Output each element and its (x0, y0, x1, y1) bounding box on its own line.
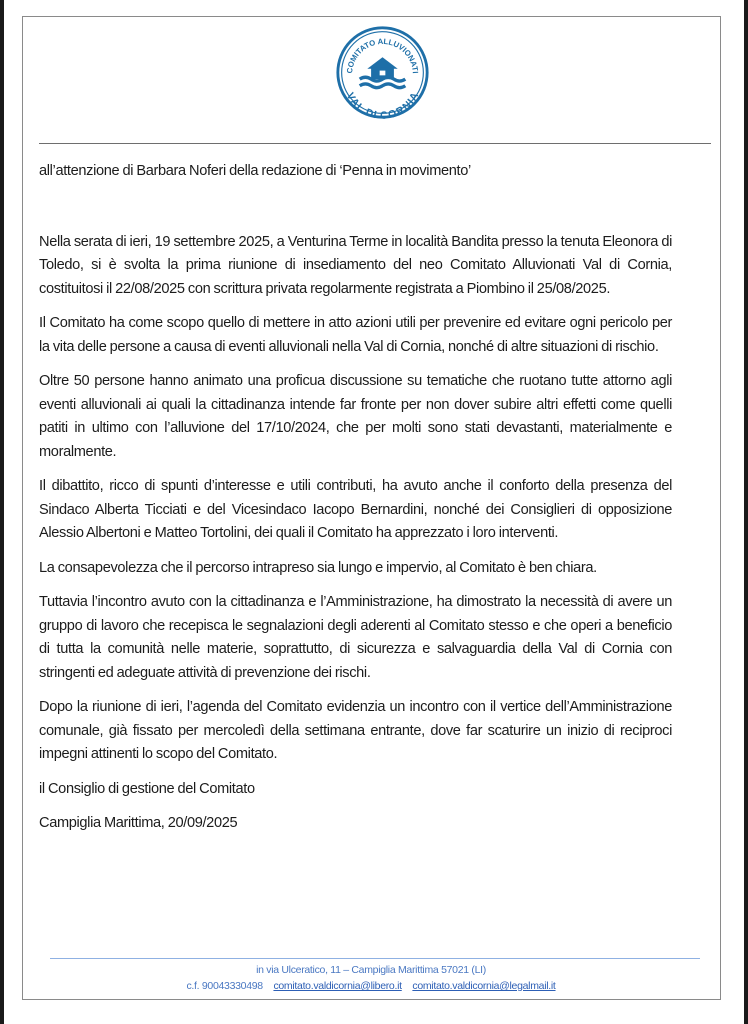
footer (40, 962, 702, 994)
email-link-libero[interactable]: comitato.valdicornia@libero.it (273, 980, 402, 992)
attention-line: all’attenzione di Barbara Noferi della redazione di ‘Penna in movimento’ (39, 163, 471, 179)
flooded-house-logo-icon (335, 25, 430, 120)
signature: il Consiglio di gestione del Comitato (39, 780, 255, 797)
paragraph: Oltre 50 persone hanno animato una proficua discussione su tematiche che ruotano tutte attorno agli eventi alluvionali ai quali la cittadinanza intende far fronte per non dover subire altri effetti come quelli patiti in ultimo con l’alluvione del 17/10/2024, che per molti sono stati devastanti, materialmente e moralmente. (39, 373, 672, 460)
svg-text:COMITATO ALLUVIONATI: COMITATO ALLUVIONATI (345, 36, 420, 74)
paragraph: Tuttavia l’incontro avuto con la cittadinanza e l’Amministrazione, ha dimostrato la necessità di avere un gruppo di lavoro che recepisca le segnalazioni degli aderenti al Comitato stesso e che operi a beneficio di tutta la comunità nelle materie, soprattutto, di sicurezza e salvaguardia della Val di Cornia con stringenti ed adeguate attività di prevenzione dei rischi. (39, 594, 672, 681)
header-divider (39, 143, 711, 144)
svg-text:VAL DI CORNIA: VAL DI CORNIA (343, 91, 422, 120)
footer-contacts (40, 978, 702, 994)
tax-code: c.f. 90043330498 (186, 980, 263, 992)
paragraph: Il Comitato ha come scopo quello di mettere in atto azioni utili per prevenire ed evitare ogni pericolo per la vita delle persone a causa di eventi alluvionali nella Val di Cornia, nonché di altre situazioni di rischio. (39, 315, 672, 355)
paragraph: Nella serata di ieri, 19 settembre 2025, a Venturina Terme in località Bandita presso la tenuta Eleonora di Toledo, si è svolta la prima riunione di insediamento del neo Comitato Alluvionati Val di Cornia, costituitosi il 22/08/2025 con scrittura privata regolarmente registrata a Piombino il 25/08/2025. (39, 233, 672, 297)
screen-edge-left (0, 0, 4, 1024)
footer-divider (50, 958, 700, 959)
place-date: Campiglia Marittima, 20/09/2025 (39, 815, 238, 831)
paragraph: La consapevolezza che il percorso intrapreso sia lungo e impervio, al Comitato è ben chiara. (39, 559, 597, 576)
email-link-legalmail[interactable]: comitato.valdicornia@legalmail.it (412, 980, 556, 992)
paragraph: Dopo la riunione di ieri, l’agenda del Comitato evidenzia un incontro con il vertice dell’Amministrazione comunale, già fissato per mercoledì della settimana entrante, dove far scaturire un inizio di reciproci impegni attinenti lo scopo del Comitato. (39, 699, 672, 762)
footer-address: in via Ulceratico, 11 – Campiglia Marittima 57021 (LI) (256, 964, 486, 976)
paragraph: Il dibattito, ricco di spunti d’interesse e utili contributi, ha avuto anche il conforto della presenza del Sindaco Alberta Ticciati e del Vicesindaco Iacopo Bernardini, nonché dei Consiglieri di opposizione Alessio Albertoni e Matteo Tortolini, dei quali il Comitato ha apprezzato i loro interventi. (39, 478, 672, 541)
screen-edge-right (744, 0, 748, 1024)
letter-body (39, 160, 672, 847)
